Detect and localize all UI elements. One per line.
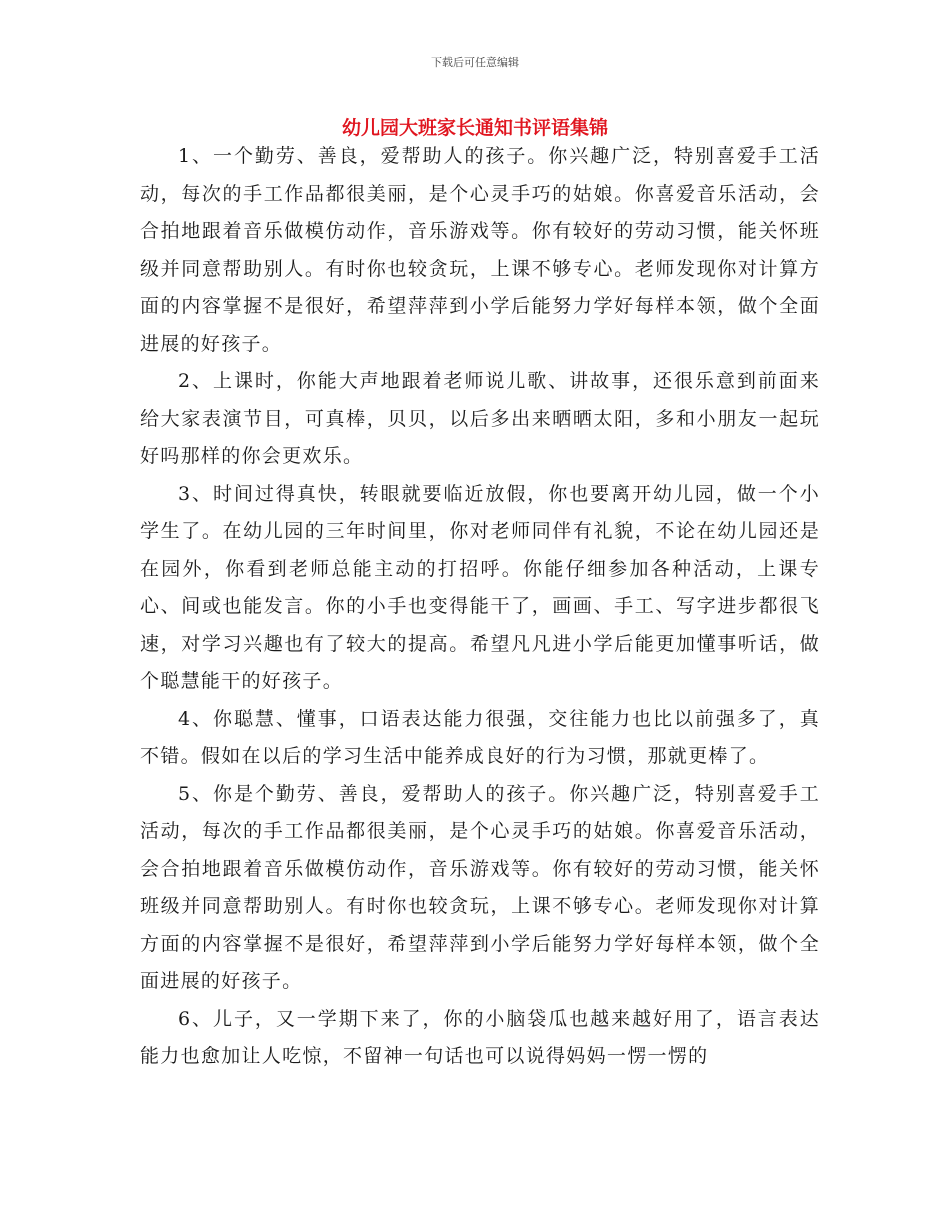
- paragraph-4: 4、你聪慧、懂事，口语表达能力很强，交往能力也比以前强多了，真不错。假如在以后的学习生活中能养成良好的行为习惯，那就更棒了。: [140, 707, 820, 767]
- paragraph-2: 2、上课时，你能大声地跟着老师说儿歌、讲故事，还很乐意到前面来给大家表演节目，可真棒，贝贝，以后多出来晒晒太阳，多和小朋友一起玩好吗那样的你会更欢乐。: [140, 370, 820, 467]
- page-header: 下载后可任意编辑: [431, 56, 519, 69]
- document-title: 幼儿园大班家长通知书评语集锦: [341, 117, 608, 139]
- paragraph-5: 5、你是个勤劳、善良，爱帮助人的孩子。你兴趣广泛，特别喜爱手工活动，每次的手工作品都很美丽，是个心灵手巧的姑娘。你喜爱音乐活动，会合拍地跟着音乐做模仿动作，音乐游戏等。你有较好的劳动习惯，能关怀班级并同意帮助别人。有时你也较贪玩，上课不够专心。老师发现你对计算方面的内容掌握不是很好，希望萍萍到小学后能努力学好每样本领，做个全面进展的好孩子。: [140, 782, 820, 992]
- document-body: [140, 138, 820, 1076]
- paragraph-1: 1、一个勤劳、善良，爱帮助人的孩子。你兴趣广泛，特别喜爱手工活动，每次的手工作品都很美丽，是个心灵手巧的姑娘。你喜爱音乐活动，会合拍地跟着音乐做模仿动作，音乐游戏等。你有较好的劳动习惯，能关怀班级并同意帮助别人。有时你也较贪玩，上课不够专心。老师发现你对计算方面的内容掌握不是很好，希望萍萍到小学后能努力学好每样本领，做个全面进展的好孩子。: [140, 145, 820, 355]
- paragraph-6: 6、儿子，又一学期下来了，你的小脑袋瓜也越来越好用了，语言表达能力也愈加让人吃惊，不留神一句话也可以说得妈妈一愣一愣的: [140, 1007, 820, 1067]
- paragraph-3: 3、时间过得真快，转眼就要临近放假，你也要离开幼儿园，做一个小学生了。在幼儿园的三年时间里，你对老师同伴有礼貌，不论在幼儿园还是在园外，你看到老师总能主动的打招呼。你能仔细参加各种活动，上课专心、间或也能发言。你的小手也变得能干了，画画、手工、写字进步都很飞速，对学习兴趣也有了较大的提高。希望凡凡进小学后能更加懂事听话，做个聪慧能干的好孩子。: [140, 482, 820, 692]
